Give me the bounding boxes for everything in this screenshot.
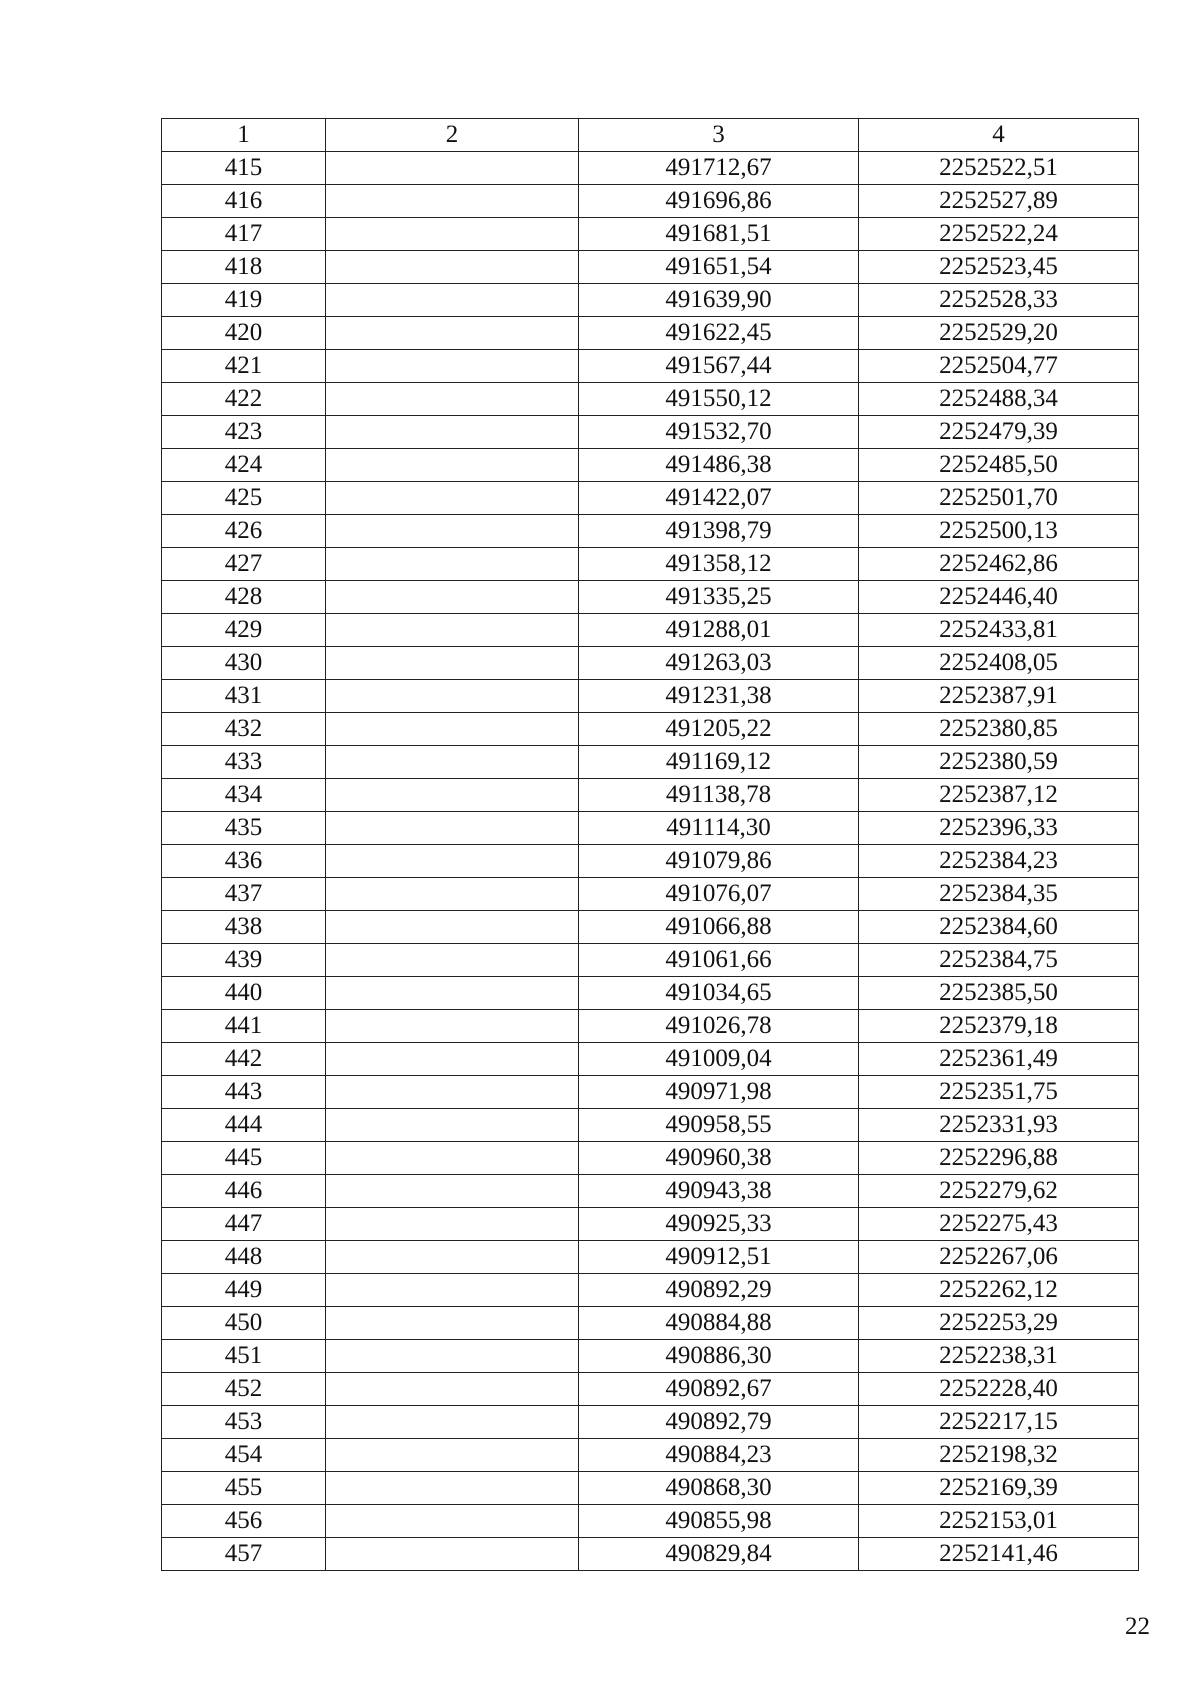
column-2-cell <box>326 713 579 746</box>
column-2-cell <box>326 977 579 1010</box>
column-2-cell <box>326 218 579 251</box>
column-2-cell <box>326 1373 579 1406</box>
table-row <box>162 911 1139 944</box>
coordinate-y-cell: 2252380,59 <box>859 746 1139 779</box>
coordinate-y-cell: 2252479,39 <box>859 416 1139 449</box>
coordinate-x-cell: 491138,78 <box>579 779 859 812</box>
point-number-cell: 447 <box>162 1208 326 1241</box>
point-number-cell: 449 <box>162 1274 326 1307</box>
table-row <box>162 317 1139 350</box>
point-number-cell: 456 <box>162 1505 326 1538</box>
point-number-cell: 438 <box>162 911 326 944</box>
coordinate-y-cell: 2252522,51 <box>859 152 1139 185</box>
table-row <box>162 548 1139 581</box>
table-row <box>162 1439 1139 1472</box>
coordinate-y-cell: 2252488,34 <box>859 383 1139 416</box>
coordinate-x-cell: 490943,38 <box>579 1175 859 1208</box>
table-row <box>162 1373 1139 1406</box>
point-number-cell: 418 <box>162 251 326 284</box>
point-number-cell: 427 <box>162 548 326 581</box>
coordinate-x-cell: 491639,90 <box>579 284 859 317</box>
point-number-cell: 445 <box>162 1142 326 1175</box>
column-2-cell <box>326 284 579 317</box>
column-2-cell <box>326 1340 579 1373</box>
point-number-cell: 428 <box>162 581 326 614</box>
point-number-cell: 420 <box>162 317 326 350</box>
coordinate-x-cell: 491114,30 <box>579 812 859 845</box>
column-2-cell <box>326 944 579 977</box>
column-2-cell <box>326 1010 579 1043</box>
table-row <box>162 284 1139 317</box>
point-number-cell: 416 <box>162 185 326 218</box>
coordinate-x-cell: 491681,51 <box>579 218 859 251</box>
coordinate-y-cell: 2252500,13 <box>859 515 1139 548</box>
coordinate-y-cell: 2252408,05 <box>859 647 1139 680</box>
coordinate-x-cell: 491263,03 <box>579 647 859 680</box>
column-2-cell <box>326 350 579 383</box>
column-2-cell <box>326 845 579 878</box>
column-2-cell <box>326 449 579 482</box>
table-row <box>162 1274 1139 1307</box>
coordinate-y-cell: 2252275,43 <box>859 1208 1139 1241</box>
coordinate-y-cell: 2252361,49 <box>859 1043 1139 1076</box>
column-2-cell <box>326 746 579 779</box>
coordinate-y-cell: 2252387,12 <box>859 779 1139 812</box>
column-2-cell <box>326 1274 579 1307</box>
table-row <box>162 152 1139 185</box>
coordinate-x-cell: 490829,84 <box>579 1538 859 1571</box>
coordinate-x-cell: 490892,29 <box>579 1274 859 1307</box>
coordinate-x-cell: 491550,12 <box>579 383 859 416</box>
table-row <box>162 1406 1139 1439</box>
coordinate-x-cell: 491712,67 <box>579 152 859 185</box>
column-2-cell <box>326 1307 579 1340</box>
coordinate-y-cell: 2252379,18 <box>859 1010 1139 1043</box>
table-row <box>162 449 1139 482</box>
table-row <box>162 1208 1139 1241</box>
point-number-cell: 437 <box>162 878 326 911</box>
table-row <box>162 251 1139 284</box>
table-header-row <box>162 119 1139 152</box>
coordinate-y-cell: 2252385,50 <box>859 977 1139 1010</box>
coordinate-y-cell: 2252433,81 <box>859 614 1139 647</box>
coordinate-x-cell: 491231,38 <box>579 680 859 713</box>
table-row <box>162 1109 1139 1142</box>
column-2-cell <box>326 1538 579 1571</box>
coordinate-x-cell: 491358,12 <box>579 548 859 581</box>
coordinate-y-cell: 2252267,06 <box>859 1241 1139 1274</box>
column-2-cell <box>326 317 579 350</box>
column-header-1: 1 <box>162 119 326 152</box>
coordinate-y-cell: 2252529,20 <box>859 317 1139 350</box>
coordinate-x-cell: 491026,78 <box>579 1010 859 1043</box>
coordinate-x-cell: 491651,54 <box>579 251 859 284</box>
point-number-cell: 451 <box>162 1340 326 1373</box>
column-2-cell <box>326 1439 579 1472</box>
point-number-cell: 417 <box>162 218 326 251</box>
column-2-cell <box>326 1175 579 1208</box>
coordinate-y-cell: 2252296,88 <box>859 1142 1139 1175</box>
table-row <box>162 482 1139 515</box>
column-2-cell <box>326 1505 579 1538</box>
point-number-cell: 448 <box>162 1241 326 1274</box>
coordinate-y-cell: 2252228,40 <box>859 1373 1139 1406</box>
coordinate-y-cell: 2252485,50 <box>859 449 1139 482</box>
point-number-cell: 431 <box>162 680 326 713</box>
coordinate-x-cell: 490912,51 <box>579 1241 859 1274</box>
coordinate-y-cell: 2252253,29 <box>859 1307 1139 1340</box>
table-row <box>162 581 1139 614</box>
coordinate-y-cell: 2252380,85 <box>859 713 1139 746</box>
point-number-cell: 457 <box>162 1538 326 1571</box>
table-row <box>162 713 1139 746</box>
table-row <box>162 1340 1139 1373</box>
coordinate-x-cell: 490884,88 <box>579 1307 859 1340</box>
column-2-cell <box>326 614 579 647</box>
column-header-2: 2 <box>326 119 579 152</box>
table-row <box>162 614 1139 647</box>
column-2-cell <box>326 1043 579 1076</box>
coordinate-y-cell: 2252446,40 <box>859 581 1139 614</box>
table-row <box>162 944 1139 977</box>
coordinate-x-cell: 491532,70 <box>579 416 859 449</box>
column-header-3: 3 <box>579 119 859 152</box>
coordinate-y-cell: 2252527,89 <box>859 185 1139 218</box>
coordinate-x-cell: 490886,30 <box>579 1340 859 1373</box>
coordinate-y-cell: 2252501,70 <box>859 482 1139 515</box>
table-row <box>162 1538 1139 1571</box>
column-2-cell <box>326 185 579 218</box>
point-number-cell: 442 <box>162 1043 326 1076</box>
coordinate-x-cell: 490960,38 <box>579 1142 859 1175</box>
coordinate-x-cell: 491622,45 <box>579 317 859 350</box>
coordinate-y-cell: 2252384,75 <box>859 944 1139 977</box>
coordinate-x-cell: 491061,66 <box>579 944 859 977</box>
point-number-cell: 444 <box>162 1109 326 1142</box>
coordinate-y-cell: 2252384,35 <box>859 878 1139 911</box>
coordinate-y-cell: 2252387,91 <box>859 680 1139 713</box>
coordinate-x-cell: 491335,25 <box>579 581 859 614</box>
column-2-cell <box>326 1109 579 1142</box>
coordinate-x-cell: 491076,07 <box>579 878 859 911</box>
column-2-cell <box>326 779 579 812</box>
coordinate-x-cell: 491486,38 <box>579 449 859 482</box>
column-header-4: 4 <box>859 119 1139 152</box>
coordinate-x-cell: 491398,79 <box>579 515 859 548</box>
table-row <box>162 1076 1139 1109</box>
coordinate-y-cell: 2252384,23 <box>859 845 1139 878</box>
column-2-cell <box>326 482 579 515</box>
coordinate-y-cell: 2252523,45 <box>859 251 1139 284</box>
column-2-cell <box>326 911 579 944</box>
table-row <box>162 1010 1139 1043</box>
point-number-cell: 421 <box>162 350 326 383</box>
column-2-cell <box>326 251 579 284</box>
column-2-cell <box>326 1406 579 1439</box>
point-number-cell: 434 <box>162 779 326 812</box>
coordinate-y-cell: 2252528,33 <box>859 284 1139 317</box>
coordinate-y-cell: 2252153,01 <box>859 1505 1139 1538</box>
table-row <box>162 845 1139 878</box>
column-2-cell <box>326 383 579 416</box>
coordinate-y-cell: 2252384,60 <box>859 911 1139 944</box>
table-row <box>162 218 1139 251</box>
coordinate-x-cell: 490958,55 <box>579 1109 859 1142</box>
column-2-cell <box>326 680 579 713</box>
table-row <box>162 416 1139 449</box>
column-2-cell <box>326 515 579 548</box>
column-2-cell <box>326 1472 579 1505</box>
table-row <box>162 1307 1139 1340</box>
coordinate-x-cell: 490892,79 <box>579 1406 859 1439</box>
coordinate-y-cell: 2252217,15 <box>859 1406 1139 1439</box>
point-number-cell: 422 <box>162 383 326 416</box>
column-2-cell <box>326 1241 579 1274</box>
point-number-cell: 440 <box>162 977 326 1010</box>
coordinate-x-cell: 490868,30 <box>579 1472 859 1505</box>
point-number-cell: 439 <box>162 944 326 977</box>
coordinate-x-cell: 490855,98 <box>579 1505 859 1538</box>
table-row <box>162 350 1139 383</box>
page-number: 22 <box>1125 1613 1150 1640</box>
coordinate-x-cell: 490892,67 <box>579 1373 859 1406</box>
coordinate-x-cell: 490925,33 <box>579 1208 859 1241</box>
coordinate-y-cell: 2252462,86 <box>859 548 1139 581</box>
point-number-cell: 423 <box>162 416 326 449</box>
coordinate-y-cell: 2252262,12 <box>859 1274 1139 1307</box>
coordinate-x-cell: 490884,23 <box>579 1439 859 1472</box>
coordinate-x-cell: 491034,65 <box>579 977 859 1010</box>
table-row <box>162 680 1139 713</box>
table-row <box>162 1142 1139 1175</box>
coordinate-x-cell: 491422,07 <box>579 482 859 515</box>
coordinate-y-cell: 2252504,77 <box>859 350 1139 383</box>
coordinate-y-cell: 2252141,46 <box>859 1538 1139 1571</box>
point-number-cell: 432 <box>162 713 326 746</box>
point-number-cell: 430 <box>162 647 326 680</box>
column-2-cell <box>326 878 579 911</box>
coordinates-table <box>161 118 1139 1571</box>
point-number-cell: 441 <box>162 1010 326 1043</box>
column-2-cell <box>326 1076 579 1109</box>
point-number-cell: 415 <box>162 152 326 185</box>
table-row <box>162 515 1139 548</box>
column-2-cell <box>326 1142 579 1175</box>
coordinate-x-cell: 491205,22 <box>579 713 859 746</box>
coordinate-y-cell: 2252169,39 <box>859 1472 1139 1505</box>
coordinate-y-cell: 2252238,31 <box>859 1340 1139 1373</box>
point-number-cell: 433 <box>162 746 326 779</box>
column-2-cell <box>326 647 579 680</box>
column-2-cell <box>326 152 579 185</box>
table-row <box>162 383 1139 416</box>
point-number-cell: 443 <box>162 1076 326 1109</box>
table-row <box>162 1241 1139 1274</box>
table-row <box>162 977 1139 1010</box>
coordinate-y-cell: 2252396,33 <box>859 812 1139 845</box>
coordinate-x-cell: 490971,98 <box>579 1076 859 1109</box>
coordinate-y-cell: 2252522,24 <box>859 218 1139 251</box>
coordinate-y-cell: 2252351,75 <box>859 1076 1139 1109</box>
coordinate-y-cell: 2252279,62 <box>859 1175 1139 1208</box>
point-number-cell: 435 <box>162 812 326 845</box>
point-number-cell: 454 <box>162 1439 326 1472</box>
coordinate-x-cell: 491079,86 <box>579 845 859 878</box>
table-row <box>162 1175 1139 1208</box>
coordinate-x-cell: 491169,12 <box>579 746 859 779</box>
table-row <box>162 1505 1139 1538</box>
point-number-cell: 426 <box>162 515 326 548</box>
table-row <box>162 1043 1139 1076</box>
table-row <box>162 647 1139 680</box>
point-number-cell: 455 <box>162 1472 326 1505</box>
coordinate-x-cell: 491066,88 <box>579 911 859 944</box>
table-body <box>162 152 1139 1571</box>
coordinate-x-cell: 491009,04 <box>579 1043 859 1076</box>
table-row <box>162 1472 1139 1505</box>
point-number-cell: 425 <box>162 482 326 515</box>
point-number-cell: 436 <box>162 845 326 878</box>
column-2-cell <box>326 1208 579 1241</box>
column-2-cell <box>326 581 579 614</box>
coordinate-x-cell: 491696,86 <box>579 185 859 218</box>
table-row <box>162 812 1139 845</box>
point-number-cell: 450 <box>162 1307 326 1340</box>
table-row <box>162 878 1139 911</box>
coordinate-y-cell: 2252198,32 <box>859 1439 1139 1472</box>
column-2-cell <box>326 812 579 845</box>
point-number-cell: 424 <box>162 449 326 482</box>
table-row <box>162 746 1139 779</box>
column-2-cell <box>326 548 579 581</box>
point-number-cell: 419 <box>162 284 326 317</box>
column-2-cell <box>326 416 579 449</box>
coordinate-x-cell: 491288,01 <box>579 614 859 647</box>
table-row <box>162 779 1139 812</box>
point-number-cell: 453 <box>162 1406 326 1439</box>
coordinate-y-cell: 2252331,93 <box>859 1109 1139 1142</box>
point-number-cell: 446 <box>162 1175 326 1208</box>
coordinate-x-cell: 491567,44 <box>579 350 859 383</box>
point-number-cell: 429 <box>162 614 326 647</box>
point-number-cell: 452 <box>162 1373 326 1406</box>
table-row <box>162 185 1139 218</box>
